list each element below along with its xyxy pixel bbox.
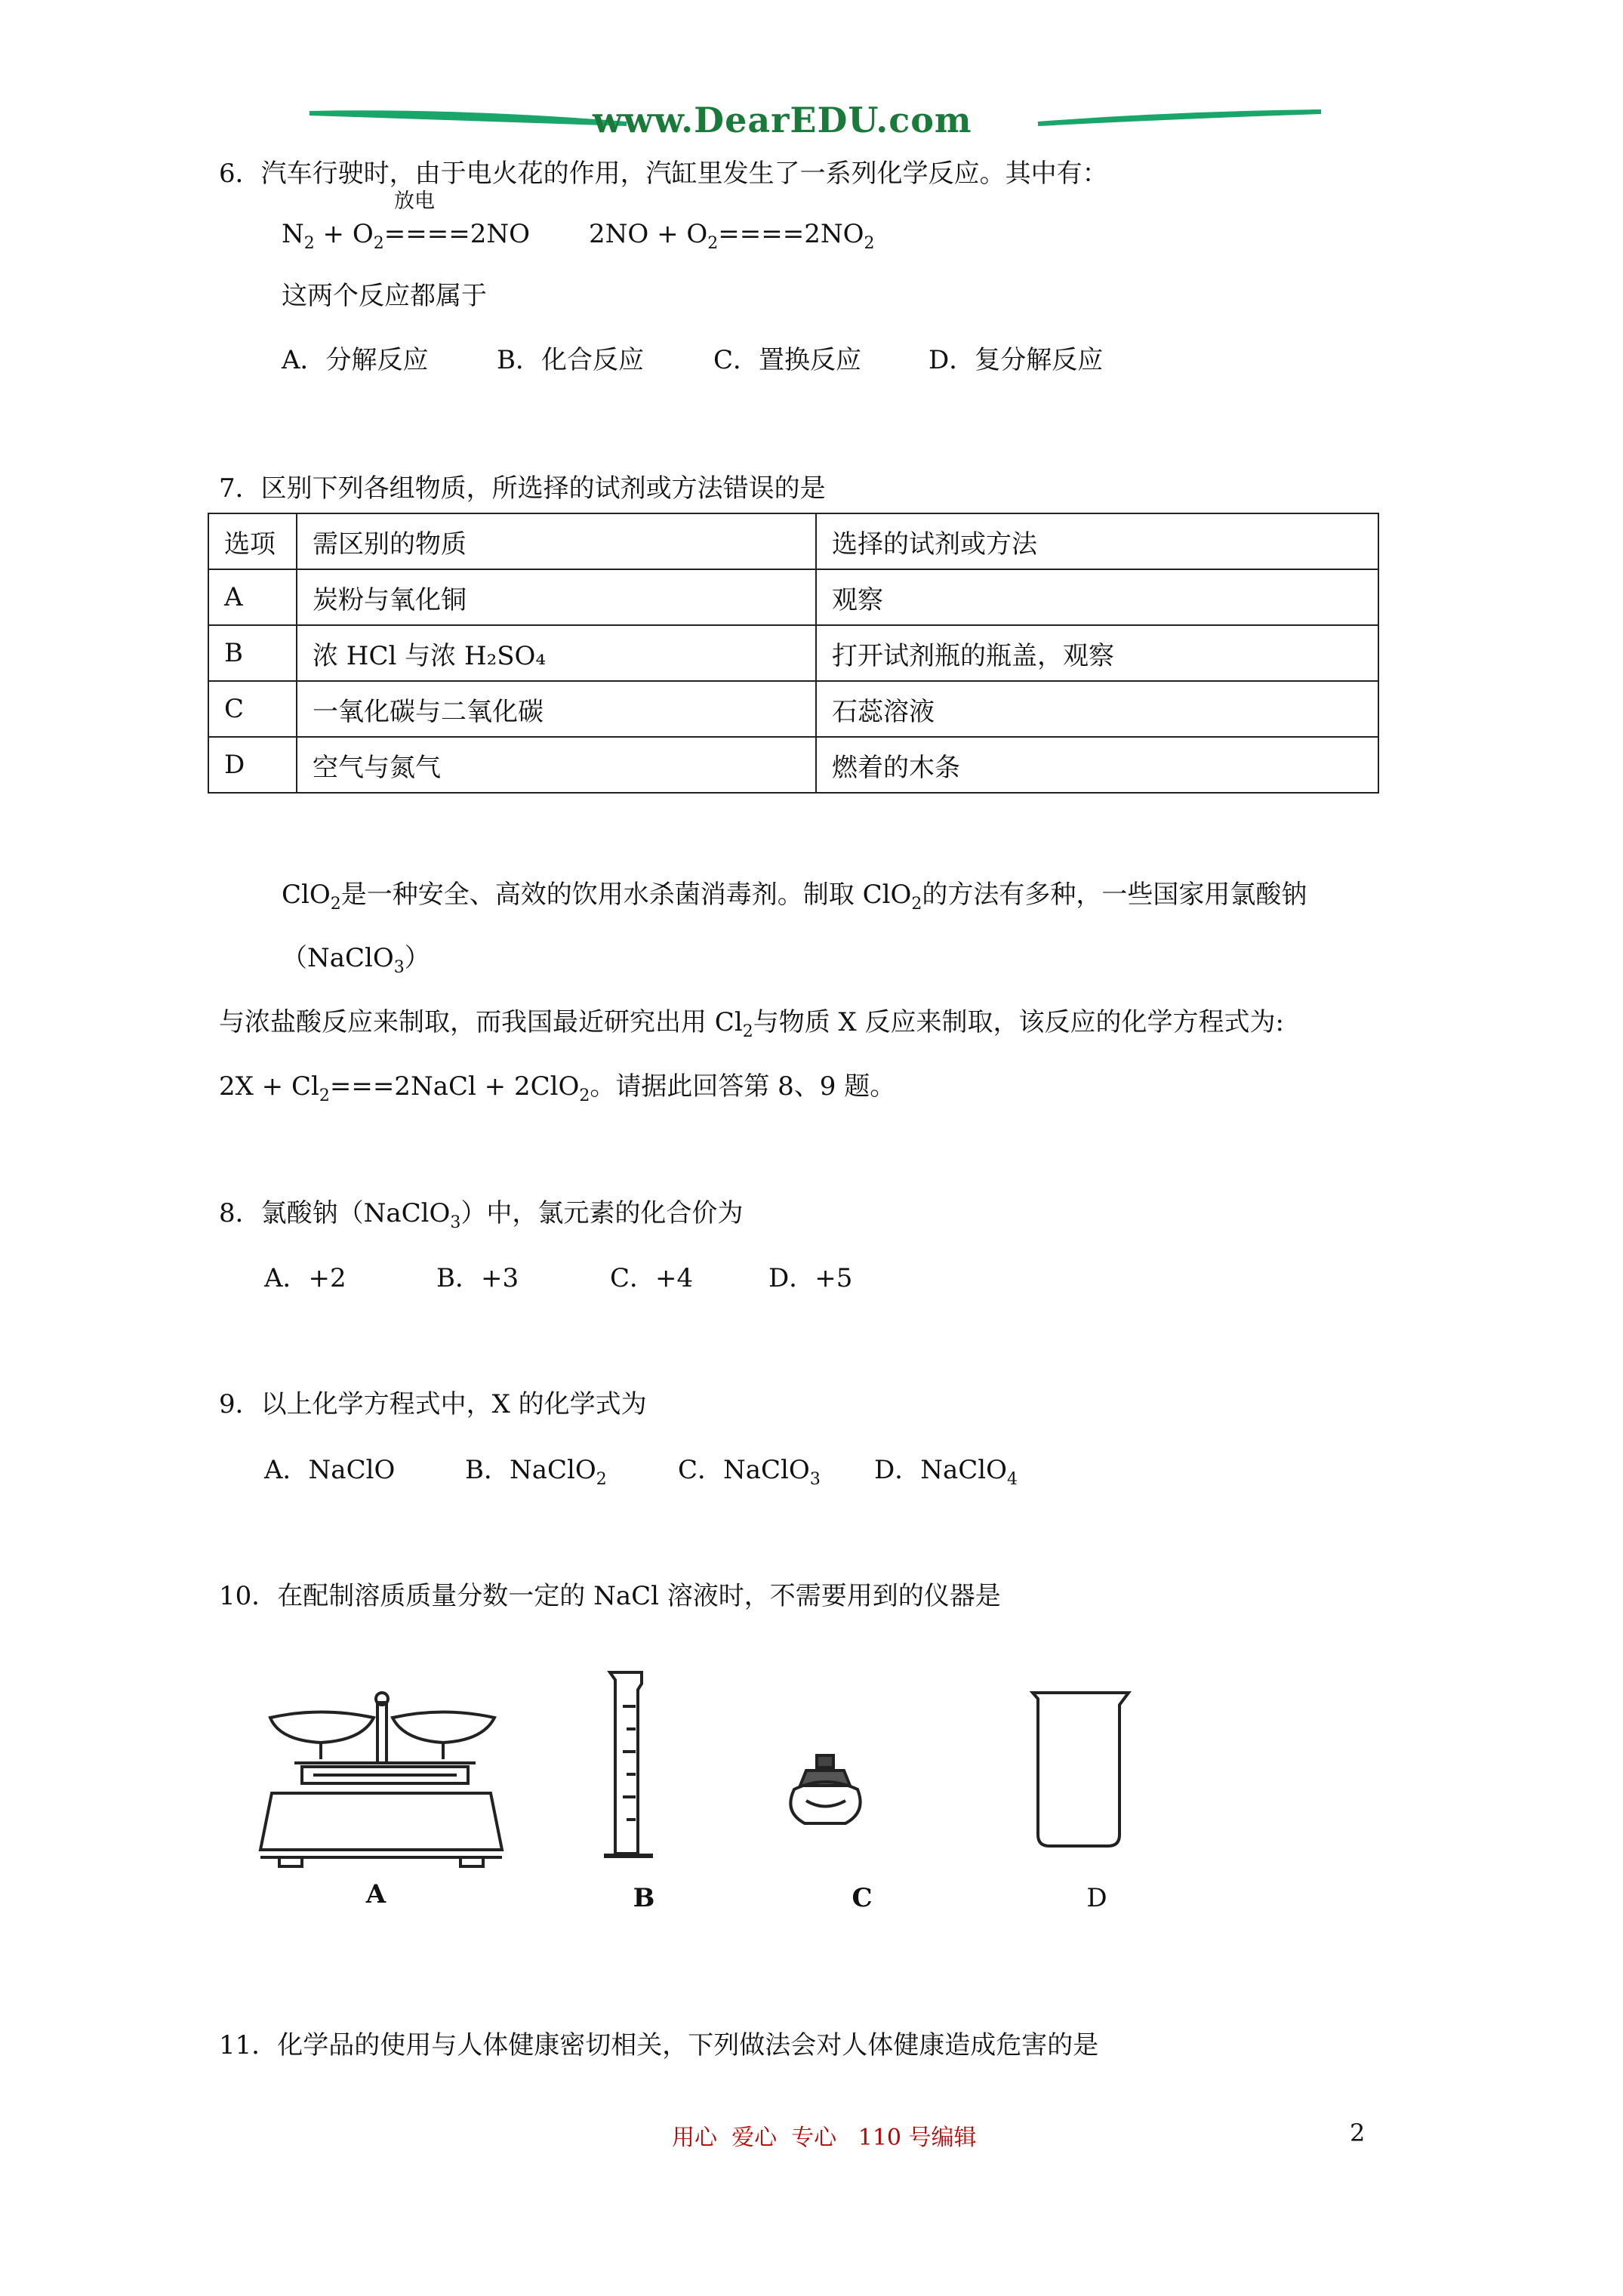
q8-option-c: C．+4 bbox=[610, 1263, 694, 1293]
q6-option-b: B．化合反应 bbox=[497, 345, 644, 375]
figure-label-a: A bbox=[365, 1879, 387, 1909]
q8-option-b: B．+3 bbox=[436, 1263, 519, 1293]
q6-equation-1: $N_2 + O_2====2NO$ bbox=[282, 219, 530, 253]
q9-option-b: B．NaClO$_2$ bbox=[465, 1455, 607, 1489]
table-header-cell: 选项 bbox=[208, 513, 297, 569]
beaker-icon bbox=[1033, 1693, 1129, 1846]
table-cell: 石蕊溶液 bbox=[816, 681, 1378, 737]
q8-option-a: A．+2 bbox=[264, 1263, 346, 1293]
table-header-row bbox=[208, 513, 1378, 569]
table-cell: 观察 bbox=[816, 569, 1378, 625]
table-cell: 打开试剂瓶的瓶盖，观察 bbox=[816, 625, 1378, 681]
table-cell: 一氧化碳与二氧化碳 bbox=[297, 681, 816, 737]
passage-line-4: $2X + Cl_2===2NaCl + 2ClO_2$。请据此回答第 8、9 题。 bbox=[219, 1071, 896, 1105]
q10-stem: 10．在配制溶质质量分数一定的 NaCl 溶液时，不需要用到的仪器是 bbox=[219, 1581, 1001, 1611]
footer-note: 用心 爱心 专心 110 号编辑 bbox=[672, 2125, 977, 2151]
graduated-cylinder-icon bbox=[604, 1672, 653, 1856]
banner-swoosh-right bbox=[1034, 97, 1329, 142]
q9-stem: 9．以上化学方程式中，X 的化学式为 bbox=[219, 1389, 647, 1419]
q6-question: 这两个反应都属于 bbox=[282, 281, 487, 311]
figure-label-c: C bbox=[852, 1883, 873, 1913]
banner-swoosh-left bbox=[302, 97, 634, 142]
q6-option-a: A．分解反应 bbox=[282, 345, 429, 375]
q6-equation-2: $2NO + O_2====2NO_2$ bbox=[589, 219, 875, 253]
header-banner bbox=[302, 97, 1329, 142]
table-row bbox=[208, 681, 1378, 737]
page-number: 2 bbox=[1350, 2119, 1366, 2147]
alcohol-lamp-icon bbox=[790, 1755, 860, 1823]
table-row bbox=[208, 625, 1378, 681]
passage-line-3: 与浓盐酸反应来制取，而我国最近研究出用 $Cl_2$与物质 X 反应来制取，该反应的化学方程式为: bbox=[219, 1007, 1284, 1041]
table-header-cell: 需区别的物质 bbox=[297, 513, 816, 569]
q6-condition: 放电 bbox=[394, 190, 435, 213]
q7-options-table bbox=[208, 513, 1379, 794]
q10-apparatus-figure bbox=[249, 1661, 1193, 1925]
q7-stem: 7．区别下列各组物质，所选择的试剂或方法错误的是 bbox=[219, 473, 826, 504]
figure-label-d: D bbox=[1086, 1883, 1107, 1913]
q8-option-d: D．+5 bbox=[768, 1263, 853, 1293]
q6-option-d: D．复分解反应 bbox=[929, 345, 1104, 375]
table-cell: 空气与氮气 bbox=[297, 737, 816, 793]
table-cell: 炭粉与氧化铜 bbox=[297, 569, 816, 625]
table-cell: B bbox=[208, 625, 297, 681]
table-row bbox=[208, 737, 1378, 793]
table-cell: 浓 HCl 与浓 H₂SO₄ bbox=[297, 625, 816, 681]
q9-option-d: D．NaClO$_4$ bbox=[874, 1455, 1018, 1489]
balance-icon bbox=[260, 1693, 502, 1866]
passage-line-1: ClO$_2$是一种安全、高效的饮用水杀菌消毒剂。制取 ClO$_2$的方法有多种，一些国家用氯酸钠 bbox=[282, 880, 1307, 914]
table-cell: 燃着的木条 bbox=[816, 737, 1378, 793]
q6-option-c: C．置换反应 bbox=[713, 345, 862, 375]
table-row bbox=[208, 569, 1378, 625]
q9-option-a: A．NaClO bbox=[264, 1455, 396, 1485]
passage-line-2: （NaClO$_3$） bbox=[282, 943, 430, 977]
q8-stem: 8．氯酸钠（NaClO$_3$）中，氯元素的化合价为 bbox=[219, 1198, 744, 1232]
table-cell: D bbox=[208, 737, 297, 793]
table-header-cell: 选择的试剂或方法 bbox=[816, 513, 1378, 569]
q11-stem: 11．化学品的使用与人体健康密切相关，下列做法会对人体健康造成危害的是 bbox=[219, 2030, 1099, 2060]
table-cell: A bbox=[208, 569, 297, 625]
q9-option-c: C．NaClO$_3$ bbox=[678, 1455, 821, 1489]
figure-label-b: B bbox=[633, 1883, 655, 1913]
q6-stem: 6．汽车行驶时，由于电火花的作用，汽缸里发生了一系列化学反应。其中有： bbox=[219, 159, 1108, 189]
table-cell: C bbox=[208, 681, 297, 737]
site-logo-text: www.DearEDU.com bbox=[593, 100, 972, 140]
